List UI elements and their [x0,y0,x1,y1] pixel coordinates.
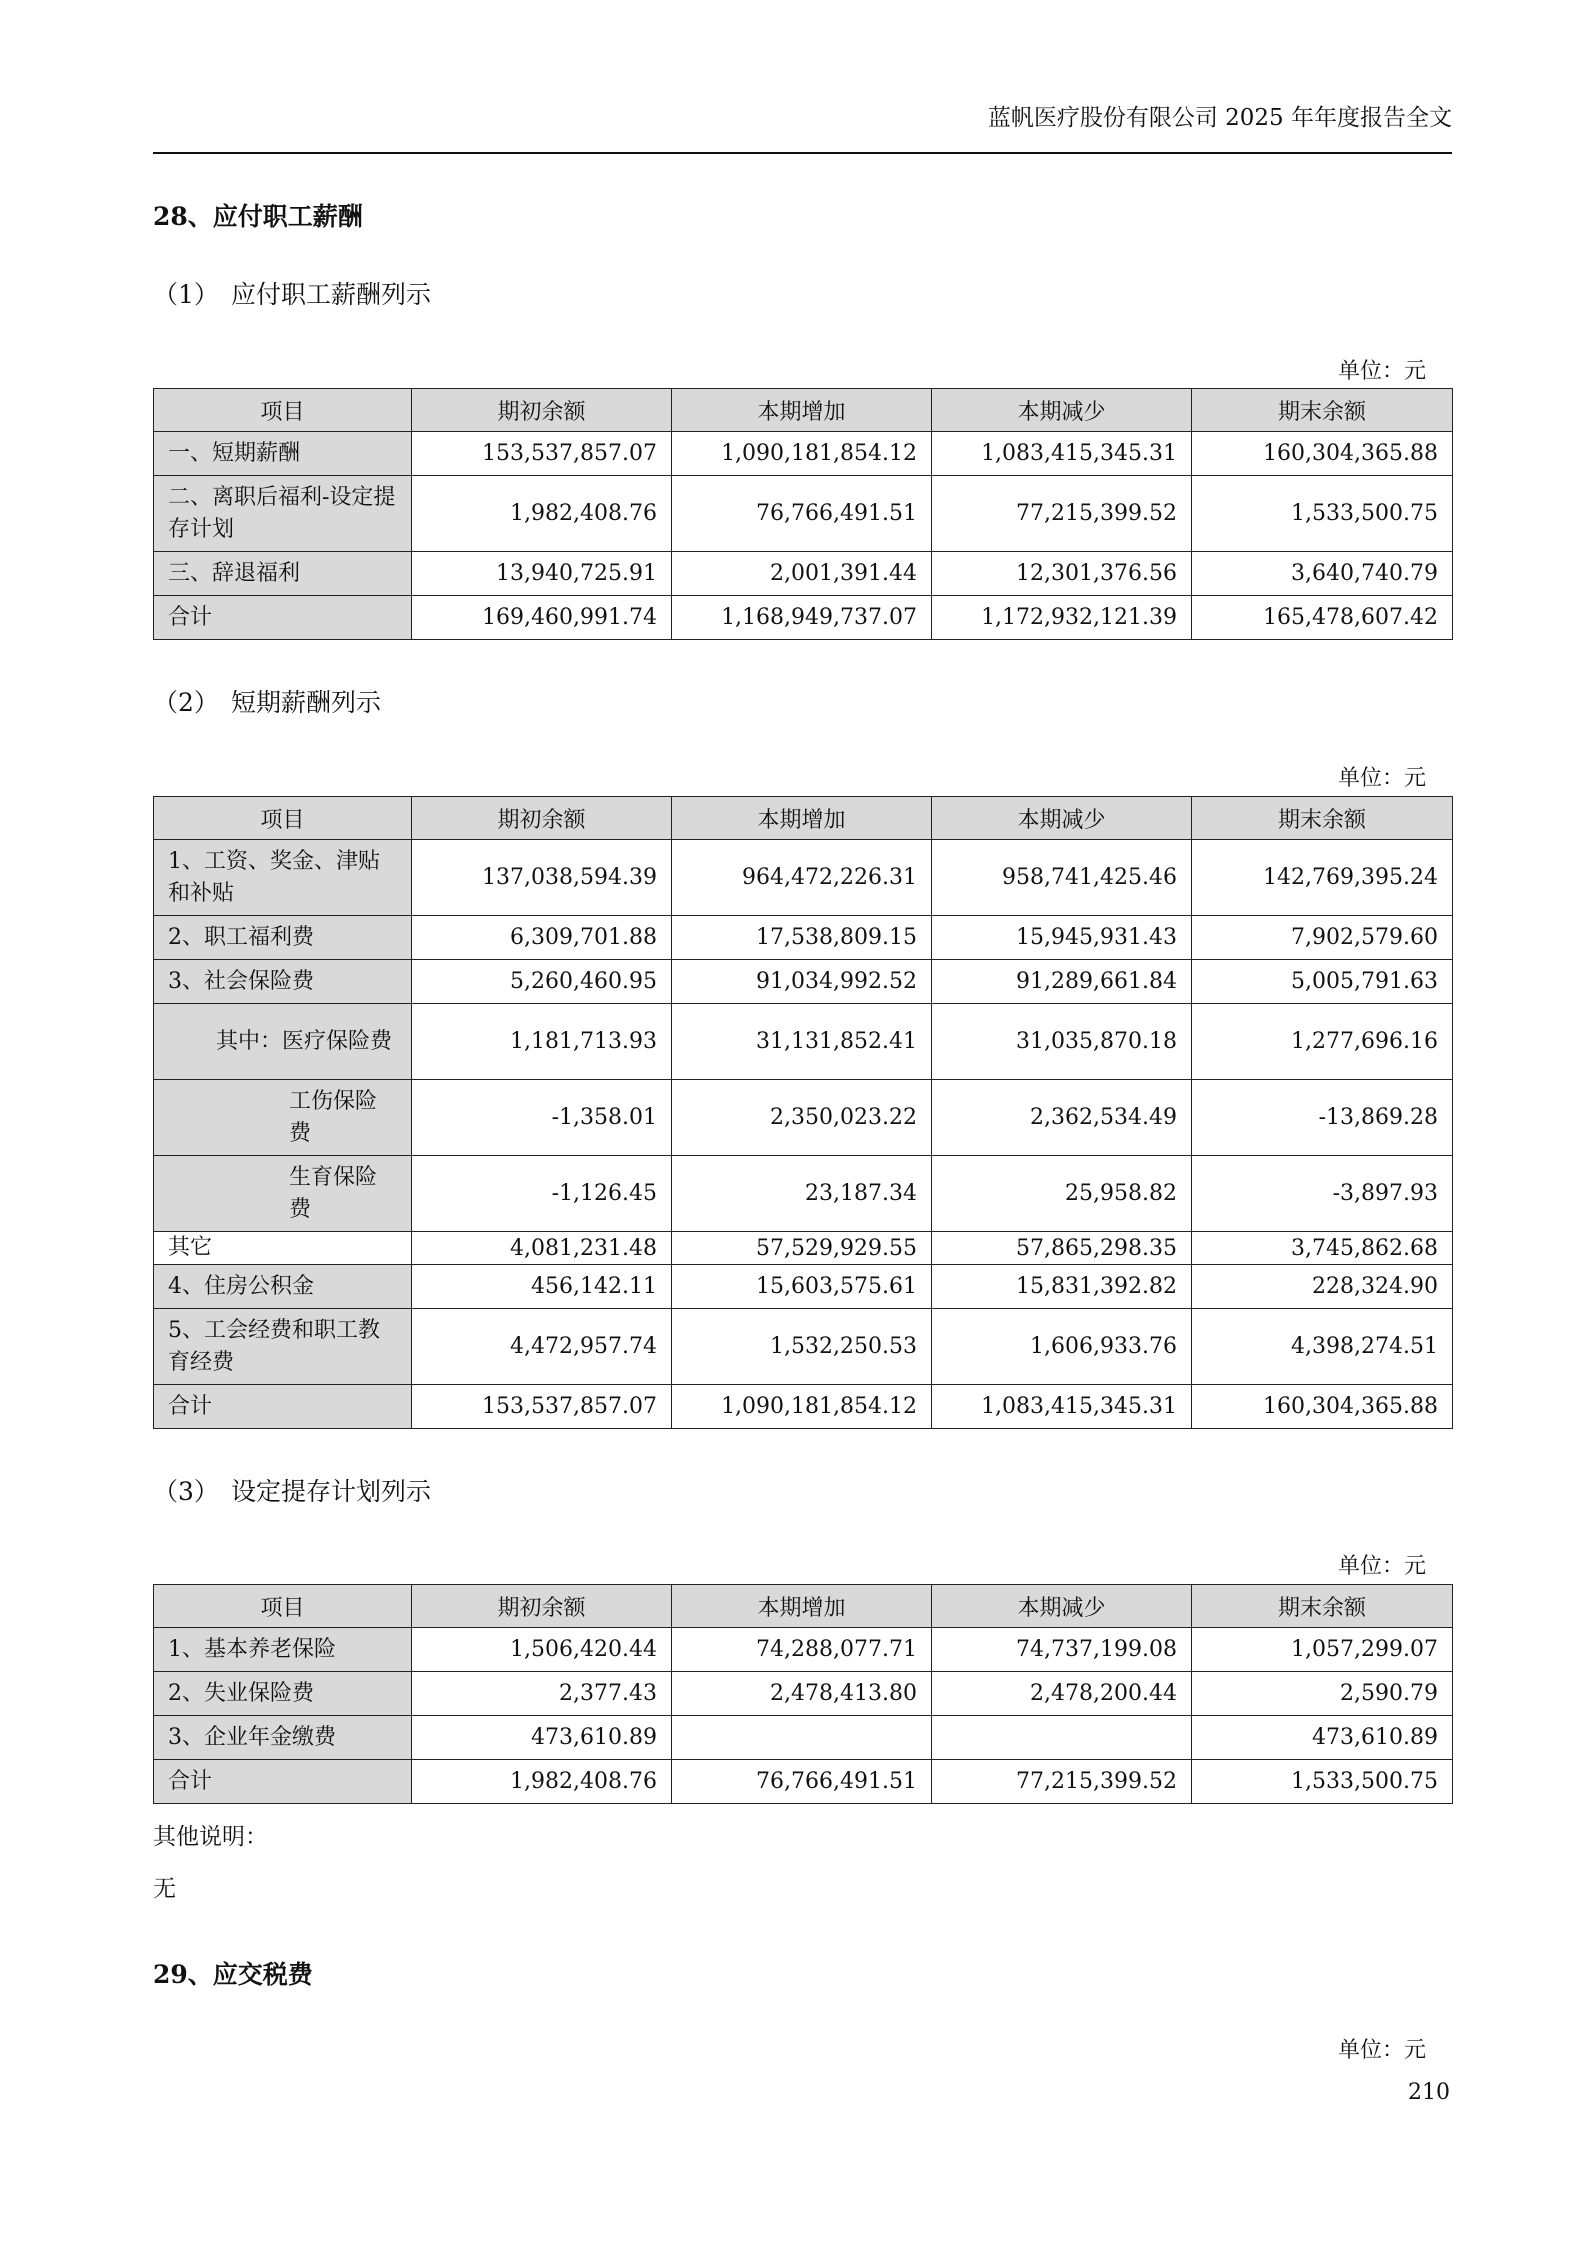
subsection-1-title [153,275,431,311]
row-label: 1、基本养老保险 [154,1628,412,1672]
cell-value: 1,057,299.07 [1192,1628,1453,1672]
cell-value: 77,215,399.52 [932,476,1192,552]
cell-value: 1,168,949,737.07 [672,596,932,640]
table-2-header [154,797,1453,840]
table-3-header [154,1585,1453,1628]
cell-value: 25,958.82 [932,1156,1192,1232]
cell-value: 4,398,274.51 [1192,1309,1453,1385]
cell-value: 17,538,809.15 [672,916,932,960]
row-label: 5、工会经费和职工教育经费 [154,1309,412,1385]
cell-value: 1,090,181,854.12 [672,1385,932,1429]
cell-value: 228,324.90 [1192,1265,1453,1309]
cell-value: 23,187.34 [672,1156,932,1232]
cell-value: 153,537,857.07 [412,1385,672,1429]
col-closing: 期末余额 [1192,389,1453,432]
cell-value: 2,478,200.44 [932,1672,1192,1716]
col-decrease: 本期减少 [932,1585,1192,1628]
subsection-3-number: （3） [153,1477,219,1506]
cell-value: 15,945,931.43 [932,916,1192,960]
table-defined-contribution [153,1584,1453,1804]
cell-value: 76,766,491.51 [672,1760,932,1804]
col-item: 项目 [154,1585,412,1628]
table-1-unit: 单位：元 [1337,359,1426,384]
subsection-1-number: （1） [153,280,219,309]
col-increase: 本期增加 [672,797,932,840]
table-short-term-payroll [153,796,1453,1429]
row-label: 2、失业保险费 [154,1672,412,1716]
table-total-row [154,596,1453,640]
table-1-header [154,389,1453,432]
table-row [154,960,1453,1004]
cell-value: 1,083,415,345.31 [932,432,1192,476]
row-label: 合计 [154,1760,412,1804]
subsection-1-text: 应付职工薪酬列示 [231,280,432,309]
col-closing: 期末余额 [1192,797,1453,840]
table-row [154,432,1453,476]
cell-value: 1,606,933.76 [932,1309,1192,1385]
col-closing: 期末余额 [1192,1585,1453,1628]
cell-value [932,1716,1192,1760]
cell-value: 964,472,226.31 [672,840,932,916]
cell-value: 1,532,250.53 [672,1309,932,1385]
row-label: 2、职工福利费 [154,916,412,960]
subsection-2-title [153,683,381,719]
table-row [154,1156,1453,1232]
cell-value: 2,478,413.80 [672,1672,932,1716]
cell-value: 142,769,395.24 [1192,840,1453,916]
cell-value: 13,940,725.91 [412,552,672,596]
cell-value: 1,083,415,345.31 [932,1385,1192,1429]
cell-value: -13,869.28 [1192,1080,1453,1156]
cell-value: 2,001,391.44 [672,552,932,596]
table-row [154,840,1453,916]
cell-value: 7,902,579.60 [1192,916,1453,960]
table-row [154,1232,1453,1265]
cell-value: 91,034,992.52 [672,960,932,1004]
cell-value: 137,038,594.39 [412,840,672,916]
subsection-2-number: （2） [153,688,219,717]
table-payroll-summary [153,388,1453,640]
cell-value: 1,090,181,854.12 [672,432,932,476]
cell-value: 1,982,408.76 [412,476,672,552]
cell-value: 2,350,023.22 [672,1080,932,1156]
row-label: 3、社会保险费 [154,960,412,1004]
section-29-unit: 单位：元 [1337,2038,1426,2063]
cell-value: 1,982,408.76 [412,1760,672,1804]
table-row [154,1672,1453,1716]
row-label: 生育保险费 [154,1156,412,1232]
cell-value: 5,260,460.95 [412,960,672,1004]
cell-value: 169,460,991.74 [412,596,672,640]
col-opening: 期初余额 [412,797,672,840]
cell-value: 958,741,425.46 [932,840,1192,916]
cell-value: 2,590.79 [1192,1672,1453,1716]
col-decrease: 本期减少 [932,389,1192,432]
page-number: 210 [1408,2080,1450,2105]
section-29-title: 29、应交税费 [153,1960,313,1989]
subsection-3-text: 设定提存计划列示 [231,1477,432,1506]
row-label: 合计 [154,1385,412,1429]
cell-value: 1,533,500.75 [1192,1760,1453,1804]
table-row [154,1004,1453,1080]
row-label: 二、离职后福利-设定提存计划 [154,476,412,552]
cell-value: 2,362,534.49 [932,1080,1192,1156]
other-notes-label: 其他说明： [153,1824,268,1850]
cell-value: 473,610.89 [1192,1716,1453,1760]
cell-value: 153,537,857.07 [412,432,672,476]
cell-value: -3,897.93 [1192,1156,1453,1232]
cell-value [672,1716,932,1760]
row-label: 其中：医疗保险费 [154,1004,412,1080]
cell-value: 473,610.89 [412,1716,672,1760]
cell-value: 4,472,957.74 [412,1309,672,1385]
cell-value: 160,304,365.88 [1192,432,1453,476]
table-2-unit: 单位：元 [1337,766,1426,791]
table-3-unit: 单位：元 [1337,1554,1426,1579]
report-header [153,100,1452,154]
cell-value: 12,301,376.56 [932,552,1192,596]
cell-value: 74,737,199.08 [932,1628,1192,1672]
table-row [154,476,1453,552]
report-title: 蓝帆医疗股份有限公司 2025 年年度报告全文 [987,105,1452,131]
col-decrease: 本期减少 [932,797,1192,840]
cell-value: 1,506,420.44 [412,1628,672,1672]
cell-value: 76,766,491.51 [672,476,932,552]
cell-value: 4,081,231.48 [412,1232,672,1265]
cell-value: 165,478,607.42 [1192,596,1453,640]
cell-value: 160,304,365.88 [1192,1385,1453,1429]
cell-value: 31,035,870.18 [932,1004,1192,1080]
table-row [154,1080,1453,1156]
cell-value: 57,865,298.35 [932,1232,1192,1265]
table-row [154,916,1453,960]
cell-value: 57,529,929.55 [672,1232,932,1265]
cell-value: 5,005,791.63 [1192,960,1453,1004]
table-total-row [154,1385,1453,1429]
cell-value: -1,126.45 [412,1156,672,1232]
cell-value: -1,358.01 [412,1080,672,1156]
col-increase: 本期增加 [672,1585,932,1628]
subsection-3-title [153,1472,431,1508]
row-label: 一、短期薪酬 [154,432,412,476]
row-label: 合计 [154,596,412,640]
cell-value: 1,277,696.16 [1192,1004,1453,1080]
cell-value: 3,640,740.79 [1192,552,1453,596]
cell-value: 6,309,701.88 [412,916,672,960]
cell-value: 3,745,862.68 [1192,1232,1453,1265]
cell-value: 91,289,661.84 [932,960,1192,1004]
col-item: 项目 [154,797,412,840]
subsection-2-text: 短期薪酬列示 [231,688,382,717]
row-label: 1、工资、奖金、津贴和补贴 [154,840,412,916]
table-row [154,1716,1453,1760]
row-label: 3、企业年金缴费 [154,1716,412,1760]
col-opening: 期初余额 [412,389,672,432]
cell-value: 15,831,392.82 [932,1265,1192,1309]
row-label: 三、辞退福利 [154,552,412,596]
table-row [154,552,1453,596]
cell-value: 1,533,500.75 [1192,476,1453,552]
cell-value: 31,131,852.41 [672,1004,932,1080]
table-row [154,1309,1453,1385]
table-total-row [154,1760,1453,1804]
col-opening: 期初余额 [412,1585,672,1628]
table-row [154,1265,1453,1309]
section-28-title: 28、应付职工薪酬 [153,202,363,231]
cell-value: 15,603,575.61 [672,1265,932,1309]
cell-value: 1,181,713.93 [412,1004,672,1080]
row-label: 4、住房公积金 [154,1265,412,1309]
row-label: 其它 [154,1232,412,1265]
other-notes-text: 无 [153,1876,176,1902]
cell-value: 2,377.43 [412,1672,672,1716]
col-increase: 本期增加 [672,389,932,432]
cell-value: 77,215,399.52 [932,1760,1192,1804]
col-item: 项目 [154,389,412,432]
cell-value: 456,142.11 [412,1265,672,1309]
cell-value: 1,172,932,121.39 [932,596,1192,640]
table-row [154,1628,1453,1672]
cell-value: 74,288,077.71 [672,1628,932,1672]
row-label: 工伤保险费 [154,1080,412,1156]
